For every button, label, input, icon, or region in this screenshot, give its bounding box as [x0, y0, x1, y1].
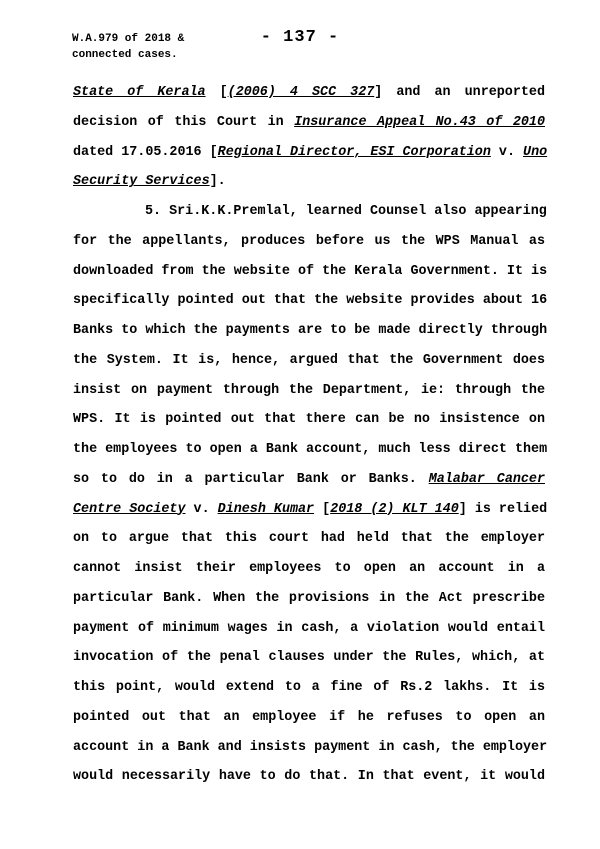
text-line: [73, 316, 548, 346]
text-run: Banks to which the payments are to be made directly through: [73, 323, 548, 338]
case-reference-line2: connected cases.: [72, 49, 178, 61]
text-line: [73, 167, 545, 197]
text-run: this point, would extend to a fine of Rs.2 lakhs. It is: [73, 680, 545, 695]
text-line: [73, 554, 545, 584]
text-line: [73, 495, 548, 525]
case-citation: Centre Society: [73, 501, 186, 517]
text-run: [: [314, 501, 331, 517]
case-citation: 2018 (2) KLT 140: [330, 501, 459, 517]
case-citation: Uno: [523, 144, 548, 160]
case-citation: Malabar Cancer: [428, 471, 545, 487]
text-line: [73, 703, 545, 733]
text-run: v.: [185, 501, 218, 517]
case-citation: (2006) 4 SCC 327: [227, 85, 375, 100]
text-line: [73, 108, 545, 138]
text-run: dated 17.05.2016 [: [73, 144, 218, 160]
text-line: [73, 138, 548, 168]
text-run: insist on payment through the Department, ie: through the: [73, 382, 545, 398]
text-run: account in a Bank and insists payment in cash, the employer: [73, 739, 548, 755]
text-run: invocation of the penal clauses under the Rules, which, at: [73, 650, 545, 666]
text-run: v.: [490, 144, 524, 160]
text-run: so to do in a particular Bank or Banks.: [73, 471, 429, 487]
text-line: [73, 257, 548, 287]
text-line: [73, 614, 545, 644]
text-line: [73, 405, 545, 435]
text-line: [73, 346, 545, 376]
text-run: specifically pointed out that the website provides about 16: [73, 293, 548, 309]
text-line: [73, 227, 545, 257]
text-run: WPS. It is pointed out that there can be no insistence on: [73, 412, 545, 428]
judgment-body-text: [73, 78, 548, 792]
page-number: - 137 -: [260, 28, 340, 47]
text-run: downloaded from the website of the Kerala Government. It is: [73, 263, 548, 279]
text-line: [73, 376, 545, 406]
text-run: decision of this Court in: [73, 114, 295, 130]
case-citation: Regional Director, ESI Corporation: [217, 144, 491, 160]
text-line: [73, 524, 545, 554]
case-reference-line1: W.A.979 of 2018 &: [72, 33, 185, 45]
text-run: ] and an unreported: [374, 85, 545, 100]
text-line: [73, 435, 548, 465]
text-run: ].: [209, 174, 226, 190]
text-run: particular Bank. When the provisions in the Act prescribe: [73, 590, 545, 606]
text-run: payment of minimum wages in cash, a violation would entail: [73, 620, 545, 636]
text-run: would necessarily have to do that. In that event, it would: [73, 769, 545, 785]
text-run: pointed out that an employee if he refuses to open an: [73, 709, 545, 725]
text-line: [73, 584, 545, 614]
case-citation: Dinesh Kumar: [217, 501, 315, 517]
text-run: the employees to open a Bank account, much less direct them: [73, 442, 548, 457]
text-run: [: [205, 85, 228, 100]
text-run: for the appellants, produces before us the WPS Manual as: [73, 233, 545, 249]
case-citation: Insurance Appeal No.43 of 2010: [294, 114, 545, 130]
text-run: cannot insist their employees to open an account in a: [73, 561, 545, 576]
text-line: [73, 733, 548, 763]
text-line: [73, 197, 545, 227]
text-line: [73, 286, 548, 316]
case-citation: Security Services: [73, 174, 210, 190]
case-citation: State of Kerala: [73, 85, 206, 100]
text-run: on to argue that this court had held that the employer: [73, 531, 545, 547]
text-run: the System. It is, hence, argued that the Government does: [73, 352, 545, 368]
text-line: [73, 78, 545, 108]
text-line: [73, 643, 545, 673]
text-line: [73, 465, 545, 495]
text-run: ] is relied: [458, 501, 548, 517]
text-line: [73, 762, 545, 792]
text-line: [73, 673, 545, 703]
text-run: 5. Sri.K.K.Premlal, learned Counsel also appearing: [145, 204, 547, 219]
